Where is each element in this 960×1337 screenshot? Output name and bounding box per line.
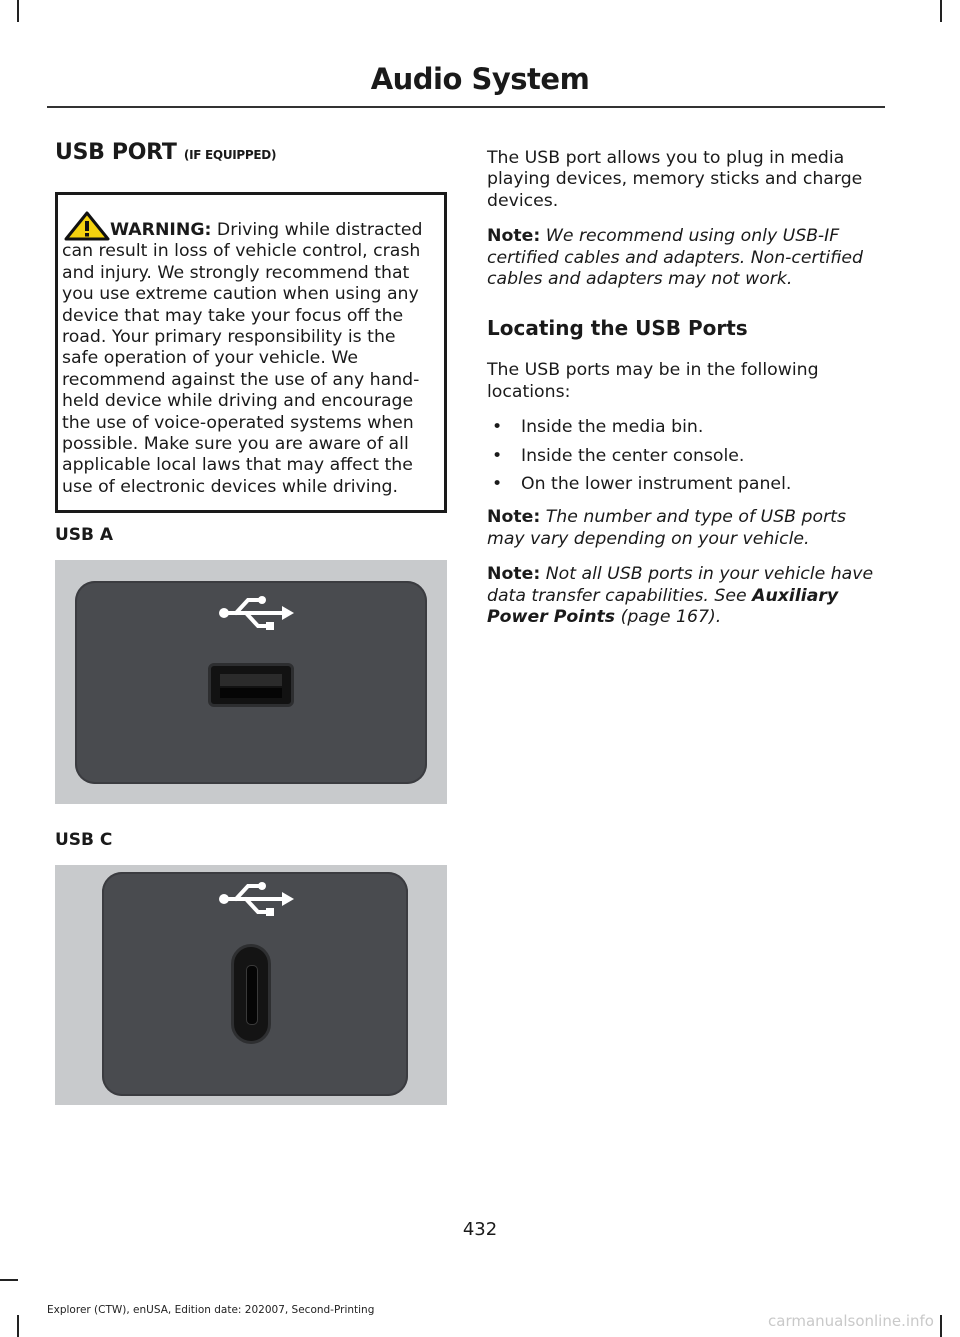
note-text: We recommend using only USB-IF certified cables and adapters. Non-certified cables and adapters may not work. [487,226,863,290]
bullet: • [492,417,503,438]
auxiliary-power-points-link[interactable]: Auxiliary Power Points [487,585,839,628]
list-item: • Inside the media bin. [492,417,704,438]
warning-box [55,192,447,513]
crop-mark-bl-v [17,1315,19,1337]
note-text: The number and type of USB ports may vary depending on your vehicle. [487,507,846,549]
usb-port-title: USB PORT [55,140,177,165]
left-column [55,140,447,1105]
crop-mark-tr-v [940,0,942,22]
usb-port-heading [55,140,447,165]
warning-triangle-icon [64,211,110,241]
list-item: • On the lower instrument panel. [492,474,792,495]
intro-paragraph: The USB port allows you to plug in media playing devices, memory sticks and charge devices. [487,148,863,211]
locations-intro: The USB ports may be in the following locations: [487,360,819,402]
crop-mark-tl-v [17,0,19,22]
usb-a-image [55,560,447,804]
locating-heading: Locating the USB Ports [487,316,748,341]
usb-port-qualifier: (IF EQUIPPED) [183,148,277,162]
header-rule [47,106,885,108]
right-column [487,148,885,643]
locations-list [487,417,885,495]
watermark: carmanualsonline.info [768,1312,934,1330]
list-item: • Inside the center console. [492,445,745,466]
page-header-title: Audio System [370,62,590,96]
usb-c-image [55,865,447,1105]
note-port-types [487,507,885,550]
warning-text: Driving while distracted can result in loss of vehicle control, crash and injury. We strongly recommend that you use extreme caution when using any device that may take your focus off the road. Your primary responsibility is the safe operation of your vehicle. We recommend against the use of any hand-held device while driving and encourage the use of voice-operated systems when possible. Make sure you are aware of all applicable local laws that may affect the use of electronic devices while driving. [62,220,423,497]
note-text: Not all USB ports in your vehicle have data transfer capabilities. See [487,564,874,606]
warning-label: WARNING: [110,220,212,240]
crop-mark-bl-curve [0,1279,18,1281]
note-label: Note: [487,564,541,585]
note-certified-cables [487,226,885,290]
bullet: • [492,474,503,495]
usb-c-label: USB C [55,830,113,851]
note-data-transfer [487,564,885,628]
usb-a-port [208,663,294,707]
crop-mark-br-v [940,1315,942,1337]
note-label: Note: [487,507,541,528]
usb-symbol-icon [216,879,296,919]
page-reference: (page 167). [615,607,722,628]
note-label: Note: [487,226,541,247]
usb-c-port [231,944,271,1044]
footer-edition: Explorer (CTW), enUSA, Edition date: 202007, Second-Printing [47,1304,375,1316]
bullet: • [492,445,503,466]
page-number: 432 [462,1219,498,1240]
usb-a-label: USB A [55,525,114,546]
usb-symbol-icon [216,593,296,633]
